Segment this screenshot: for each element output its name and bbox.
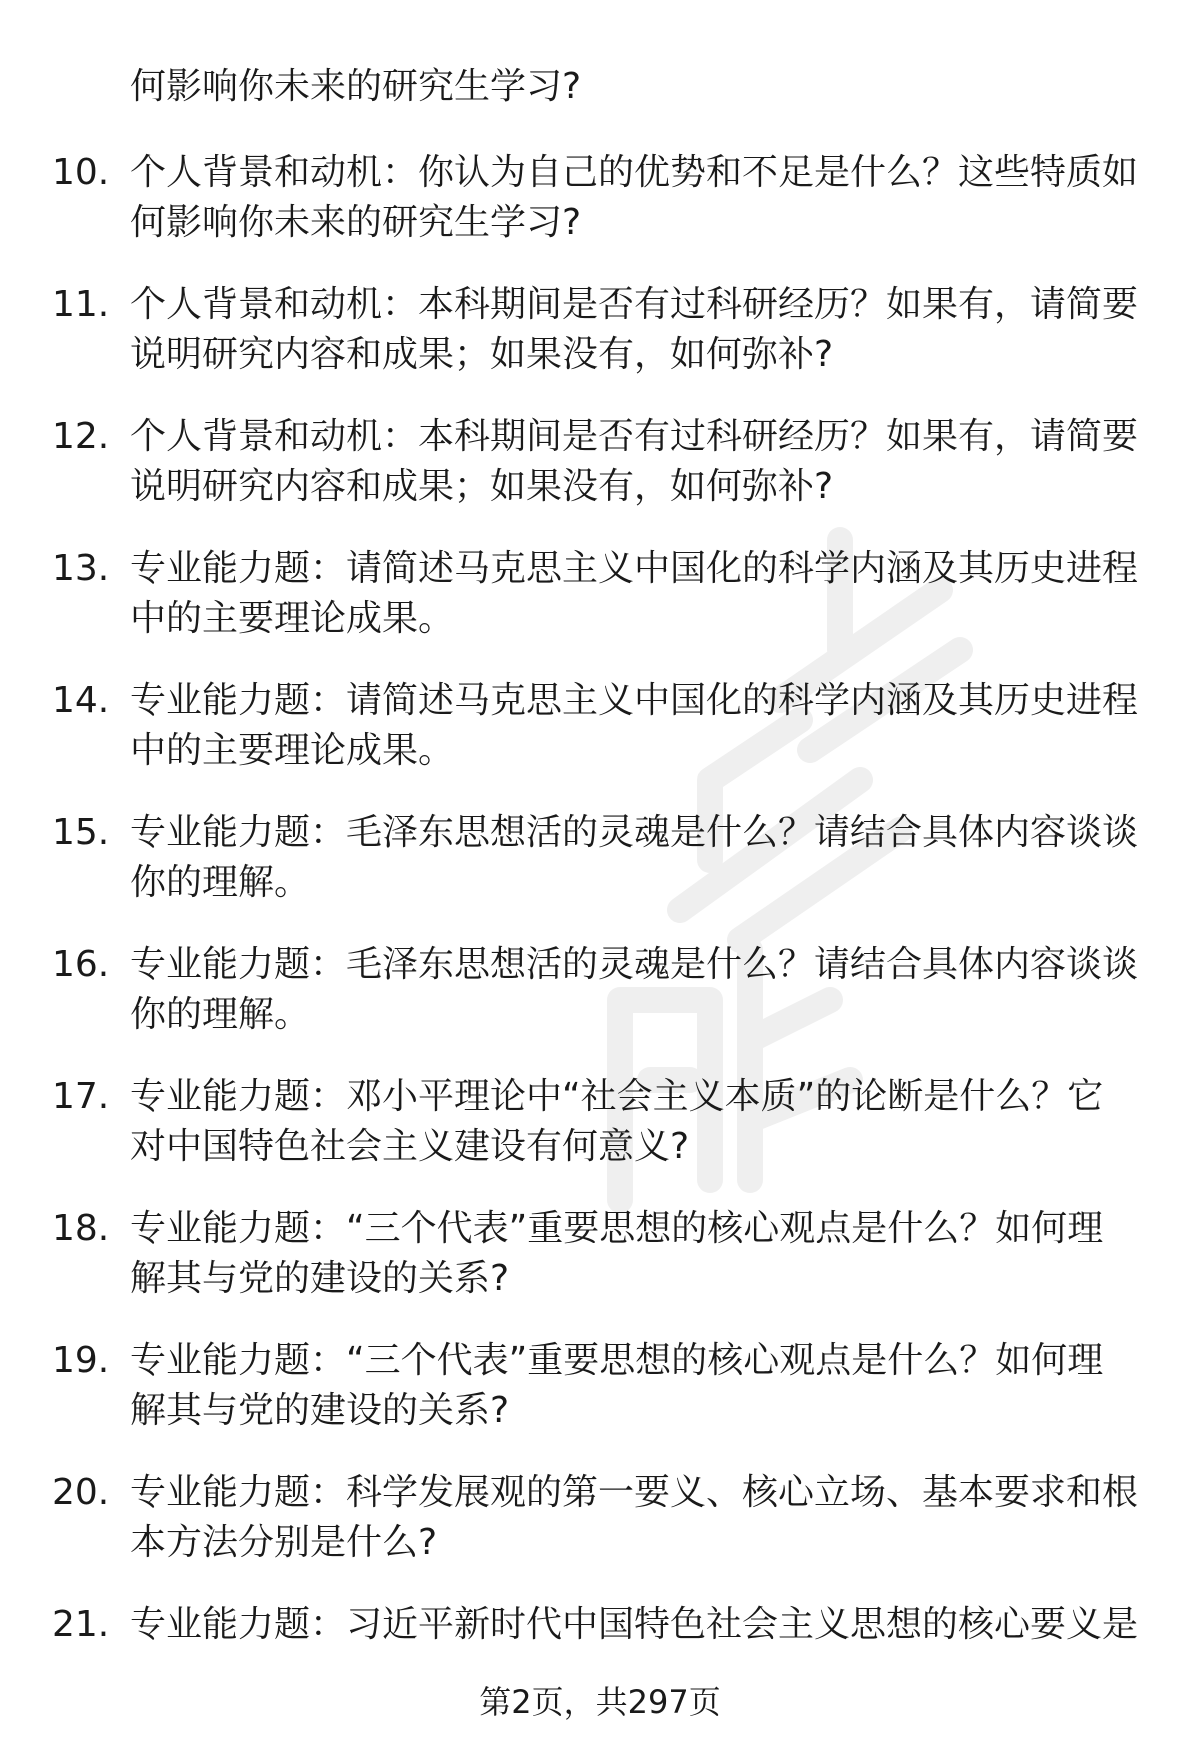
question-text-line1: 专业能力题：科学发展观的第一要义、核心立场、基本要求和根 [130,1472,1139,1513]
question-number: 16. [52,944,110,985]
question-text-line1: 专业能力题：请简述马克思主义中国化的科学内涵及其历史进程 [130,548,1139,589]
question-text-line2: 何影响你未来的研究生学习? [130,202,582,243]
question-number: 14. [52,680,110,721]
list-item [52,1072,1162,1204]
question-text-line2: 中的主要理论成果。 [130,730,455,771]
list-item [52,808,1162,940]
question-text-line1: 专业能力题：“三个代表”重要思想的核心观点是什么？如何理 [130,1340,1104,1381]
question-text-line2: 你的理解。 [130,862,311,903]
question-text-line1: 专业能力题：毛泽东思想活的灵魂是什么？请结合具体内容谈谈 [130,944,1139,985]
list-item [52,1204,1162,1336]
question-number: 19. [52,1340,110,1381]
question-list [52,148,1162,1732]
question-number: 10. [52,152,110,193]
question-number: 21. [52,1604,110,1645]
page-number-footer: 第2页，共297页 [479,1683,721,1721]
question-text-line1: 个人背景和动机：本科期间是否有过科研经历？如果有，请简要 [130,284,1139,325]
question-number: 17. [52,1076,110,1117]
question-text-line2: 解其与党的建设的关系? [130,1390,510,1431]
question-text-line2: 本方法分别是什么? [130,1522,438,1563]
question-text-line1: 个人背景和动机：本科期间是否有过科研经历？如果有，请简要 [130,416,1139,457]
question-text-line2: 你的理解。 [130,994,311,1035]
question-text-line1: 专业能力题：邓小平理论中“社会主义本质”的论断是什么？它 [130,1076,1104,1117]
question-number: 18. [52,1208,110,1249]
question-number: 13. [52,548,110,589]
list-item [52,148,1162,280]
question-text-line1: 专业能力题：习近平新时代中国特色社会主义思想的核心要义是 [130,1604,1139,1645]
question-text-line2: 对中国特色社会主义建设有何意义? [130,1126,690,1167]
question-number: 15. [52,812,110,853]
list-item [52,1468,1162,1600]
list-item [52,676,1162,808]
list-item [52,1336,1162,1468]
question-text-line2: 中的主要理论成果。 [130,598,455,639]
question-number: 11. [52,284,110,325]
question-text-line2: 说明研究内容和成果；如果没有，如何弥补? [130,466,834,507]
list-item [52,412,1162,544]
question-text-line1: 专业能力题：毛泽东思想活的灵魂是什么？请结合具体内容谈谈 [130,812,1139,853]
question-number: 12. [52,416,110,457]
continuation-text: 何影响你未来的研究生学习? [130,66,582,107]
question-text-line1: 专业能力题：请简述马克思主义中国化的科学内涵及其历史进程 [130,680,1139,721]
list-item [52,280,1162,412]
question-text-line1: 个人背景和动机：你认为自己的优势和不足是什么？这些特质如 [130,152,1139,193]
question-text-line1: 专业能力题：“三个代表”重要思想的核心观点是什么？如何理 [130,1208,1104,1249]
question-number: 20. [52,1472,110,1513]
question-text-line2: 说明研究内容和成果；如果没有，如何弥补? [130,334,834,375]
list-item [52,544,1162,676]
question-text-line2: 解其与党的建设的关系? [130,1258,510,1299]
list-item [52,940,1162,1072]
